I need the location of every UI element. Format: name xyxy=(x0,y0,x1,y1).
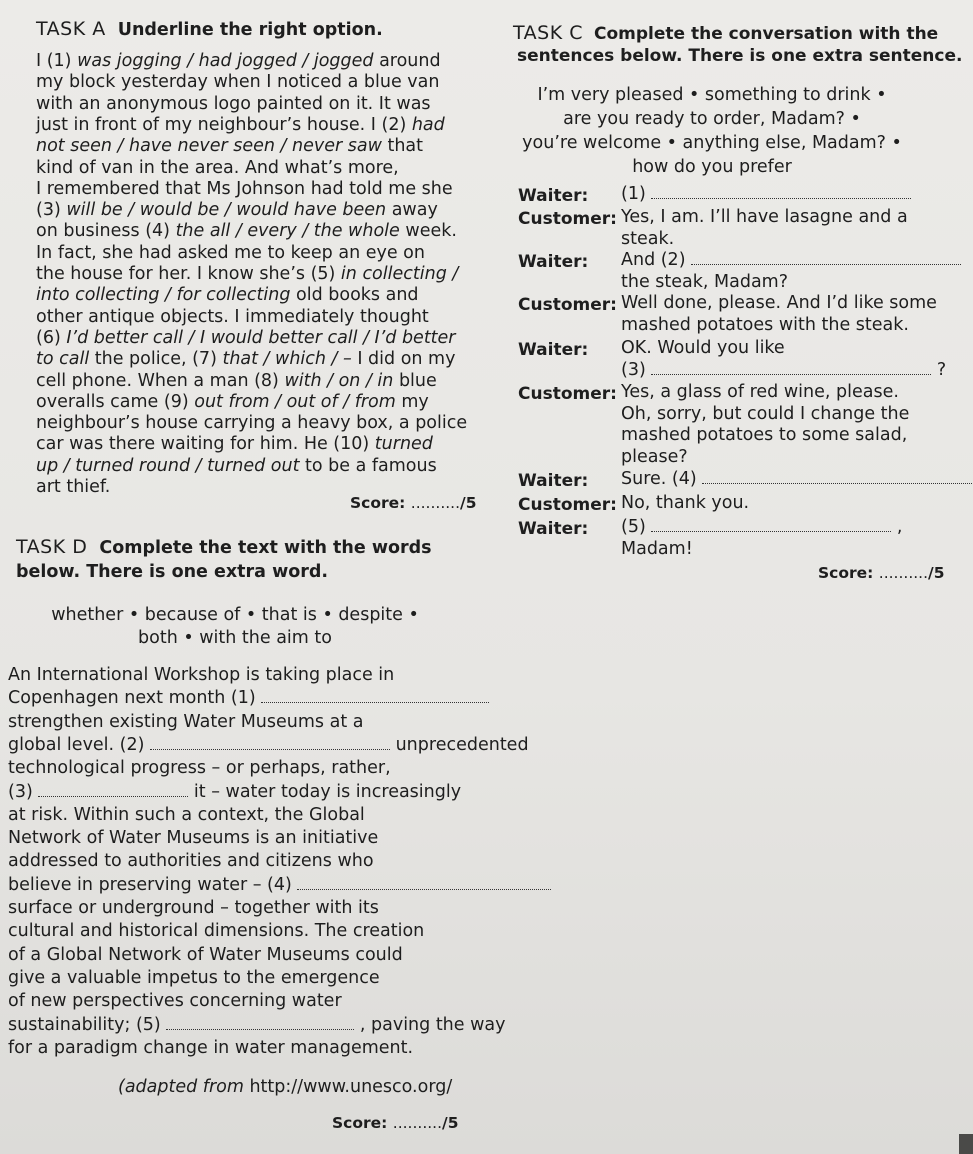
score-total: /5 xyxy=(928,564,945,582)
task-d-line: cultural and historical dimensions. The creation xyxy=(8,921,425,942)
binder-shadow xyxy=(959,1134,973,1154)
answer-blank[interactable] xyxy=(297,875,551,890)
text-segment: week. xyxy=(399,221,457,242)
answer-options[interactable]: had xyxy=(411,114,445,135)
sentence-option-line: are you ready to order, Madam? • xyxy=(563,109,861,129)
dialogue-line: (3) ? xyxy=(621,359,947,380)
text-segment: old books and xyxy=(290,285,419,306)
text-segment: kind of van in the area. And what’s more, xyxy=(36,157,399,178)
task-a-score xyxy=(350,494,477,512)
word-list-line-2: both • with the aim to xyxy=(138,628,332,648)
task-d-letter: TASK D xyxy=(16,536,88,558)
score-label: Score: xyxy=(350,494,406,512)
text-segment: I (1) xyxy=(36,51,78,71)
sentence-option-line: how do you prefer xyxy=(632,157,792,177)
task-c-heading xyxy=(513,22,938,45)
task-c-instruction-1: Complete the conversation with the xyxy=(594,24,939,44)
dialogue-line: steak. xyxy=(621,228,675,249)
task-d-line: give a valuable impetus to the emergence xyxy=(8,967,380,988)
score-dots: .......... xyxy=(410,494,461,512)
task-a-line xyxy=(36,242,425,264)
text-segment: my block yesterday when I noticed a blue van xyxy=(36,72,440,93)
task-a-line xyxy=(36,391,429,413)
text-segment: car was there waiting for him. He (10) xyxy=(36,434,375,455)
text-segment: around xyxy=(373,51,441,71)
answer-options[interactable]: that / which / – xyxy=(222,349,352,370)
dialogue-line: the steak, Madam? xyxy=(621,271,789,292)
speaker-label: Waiter: xyxy=(518,186,589,206)
dialogue-line: Madam! xyxy=(621,538,693,559)
task-a-line xyxy=(36,71,439,93)
text-segment: just in front of my neighbour’s house. I (2) xyxy=(36,114,412,135)
task-a-line xyxy=(36,114,445,136)
answer-blank[interactable] xyxy=(651,517,891,532)
task-d-line: for a paradigm change in water management. xyxy=(8,1037,414,1058)
answer-blank[interactable] xyxy=(651,360,931,375)
answer-options[interactable]: was jogging / had jogged / jogged xyxy=(77,51,374,71)
task-d-heading xyxy=(16,536,432,559)
task-d-line: sustainability; (5) , paving the way xyxy=(8,1014,506,1035)
dialogue-line: Sure. (4) xyxy=(621,468,973,490)
task-a-line xyxy=(36,455,437,477)
answer-options[interactable]: to call xyxy=(36,349,90,370)
answer-blank[interactable] xyxy=(261,688,489,703)
text-segment: (3) xyxy=(36,200,67,221)
task-d-score xyxy=(332,1114,459,1132)
task-a-line xyxy=(36,263,458,285)
text-segment: overalls came (9) xyxy=(36,391,195,412)
text-segment: on business (4) xyxy=(36,221,176,242)
task-a-line xyxy=(36,135,423,157)
task-a-line xyxy=(36,220,457,242)
speaker-label: Waiter: xyxy=(518,252,589,272)
speaker-label: Waiter: xyxy=(518,471,589,491)
text-segment: that xyxy=(381,136,423,157)
dialogue-line: No, thank you. xyxy=(621,493,750,513)
answer-blank[interactable] xyxy=(651,184,911,199)
answer-options[interactable]: into collecting / for collecting xyxy=(36,285,291,306)
answer-options[interactable]: in collecting / xyxy=(340,264,459,284)
task-d-line: believe in preserving water – (4) xyxy=(8,874,551,896)
sentence-option-line: I’m very pleased • something to drink • xyxy=(537,85,887,105)
word-list-line-1: whether • because of • that is • despite • xyxy=(51,605,419,625)
source-url: http://www.unesco.org/ xyxy=(249,1077,453,1097)
text-segment: the police, (7) xyxy=(89,349,223,370)
sentence-option-line: you’re welcome • anything else, Madam? • xyxy=(522,133,902,153)
text-segment: the house for her. I know she’s (5) xyxy=(36,264,341,284)
text-segment: with an anonymous logo painted on it. It was xyxy=(36,93,431,114)
task-d-line: of new perspectives concerning water xyxy=(8,991,342,1012)
answer-blank[interactable] xyxy=(166,1015,354,1030)
task-a-line xyxy=(36,306,429,328)
task-a-line xyxy=(36,199,438,221)
text-segment: other antique objects. I immediately thought xyxy=(36,306,429,327)
task-d-instruction-2: below. There is one extra word. xyxy=(16,562,329,582)
answer-options[interactable]: with / on / in xyxy=(284,370,394,391)
answer-blank[interactable] xyxy=(38,782,188,797)
text-segment: away xyxy=(386,200,438,221)
task-a-line xyxy=(36,327,456,349)
task-d-line: An International Workshop is taking place in xyxy=(8,665,395,685)
dialogue-line: And (2) xyxy=(621,249,961,271)
task-a-line xyxy=(36,93,431,115)
dialogue-line: OK. Would you like xyxy=(621,338,785,358)
task-a-letter: TASK A xyxy=(36,18,106,40)
task-c-letter: TASK C xyxy=(513,22,583,44)
task-a-line xyxy=(36,50,441,72)
task-d-line: of a Global Network of Water Museums could xyxy=(8,944,403,965)
task-a-line xyxy=(36,157,399,179)
dialogue-line: (1) xyxy=(621,183,911,205)
score-total: /5 xyxy=(442,1114,459,1132)
task-a-line xyxy=(36,476,110,498)
task-d-line: technological progress – or perhaps, rather, xyxy=(8,758,391,779)
score-dots: .......... xyxy=(392,1114,443,1132)
dialogue-line: Oh, sorry, but could I change the xyxy=(621,403,910,424)
dialogue-line: Well done, please. And I’d like some xyxy=(621,293,937,313)
task-d-line: surface or underground – together with its xyxy=(8,898,379,918)
score-label: Score: xyxy=(818,564,874,582)
task-d-line: at risk. Within such a context, the Global xyxy=(8,804,365,825)
text-segment: my xyxy=(395,391,429,412)
score-dots: .......... xyxy=(878,564,929,582)
task-a-line xyxy=(36,412,467,434)
task-d-instruction-1: Complete the text with the words xyxy=(99,538,432,558)
dialogue-line: please? xyxy=(621,446,688,467)
task-d-line: (3) it – water today is increasingly xyxy=(8,781,462,802)
text-segment: neighbour’s house carrying a heavy box, a police xyxy=(36,413,468,434)
source-citation xyxy=(118,1076,452,1098)
dialogue-line: mashed potatoes to some salad, xyxy=(621,425,908,445)
answer-options[interactable]: will be / would be / would have been xyxy=(66,200,387,221)
task-c-instruction-2: sentences below. There is one extra sentence. xyxy=(517,46,963,66)
task-c-score xyxy=(818,564,945,582)
task-a-line xyxy=(36,433,433,455)
task-d-line: global level. (2) unprecedented xyxy=(8,734,529,755)
speaker-label: Customer: xyxy=(518,495,617,515)
answer-options[interactable]: I’d better call / I would better call / I’d better xyxy=(66,327,456,348)
text-segment: (6) xyxy=(36,327,67,348)
task-d-line: Copenhagen next month (1) xyxy=(8,687,489,709)
text-segment: I did on my xyxy=(351,349,456,370)
answer-options[interactable]: up / turned round / turned out xyxy=(36,455,300,476)
task-d-line: strengthen existing Water Museums at a xyxy=(8,711,364,732)
text-segment: blue xyxy=(393,370,437,391)
answer-options[interactable]: turned xyxy=(374,434,433,455)
speaker-label: Customer: xyxy=(518,384,617,404)
speaker-label: Customer: xyxy=(518,295,617,315)
dialogue-line: mashed potatoes with the steak. xyxy=(621,314,909,335)
answer-blank[interactable] xyxy=(702,469,973,484)
answer-options[interactable]: the all / every / the whole xyxy=(175,221,400,242)
dialogue-line: Yes, I am. I’ll have lasagne and a xyxy=(621,207,908,227)
speaker-label: Customer: xyxy=(518,209,617,229)
source-prefix: (adapted from xyxy=(118,1077,250,1097)
answer-blank[interactable] xyxy=(691,250,961,265)
answer-options[interactable]: out from / out of / from xyxy=(194,391,396,412)
text-segment: art thief. xyxy=(36,477,111,497)
text-segment: cell phone. When a man (8) xyxy=(36,370,285,391)
text-segment: I remembered that Ms Johnson had told me she xyxy=(36,178,453,199)
score-total: /5 xyxy=(460,494,477,512)
task-a-instruction: Underline the right option. xyxy=(117,20,383,40)
dialogue-line: Yes, a glass of red wine, please. xyxy=(621,382,899,402)
answer-blank[interactable] xyxy=(150,735,390,750)
speaker-label: Waiter: xyxy=(518,519,589,539)
answer-options[interactable]: not seen / have never seen / never saw xyxy=(36,136,382,157)
task-a-heading xyxy=(36,18,383,41)
task-d-line: addressed to authorities and citizens who xyxy=(8,851,374,872)
task-a-line xyxy=(36,370,437,392)
task-d-line: Network of Water Museums is an initiative xyxy=(8,828,379,849)
text-segment: to be a famous xyxy=(299,455,437,476)
text-segment: In fact, she had asked me to keep an eye on xyxy=(36,242,425,263)
task-a-line xyxy=(36,178,453,200)
score-label: Score: xyxy=(332,1114,388,1132)
task-a-line xyxy=(36,284,419,306)
dialogue-line: (5) , xyxy=(621,517,903,537)
task-a-line xyxy=(36,348,455,370)
speaker-label: Waiter: xyxy=(518,340,589,360)
